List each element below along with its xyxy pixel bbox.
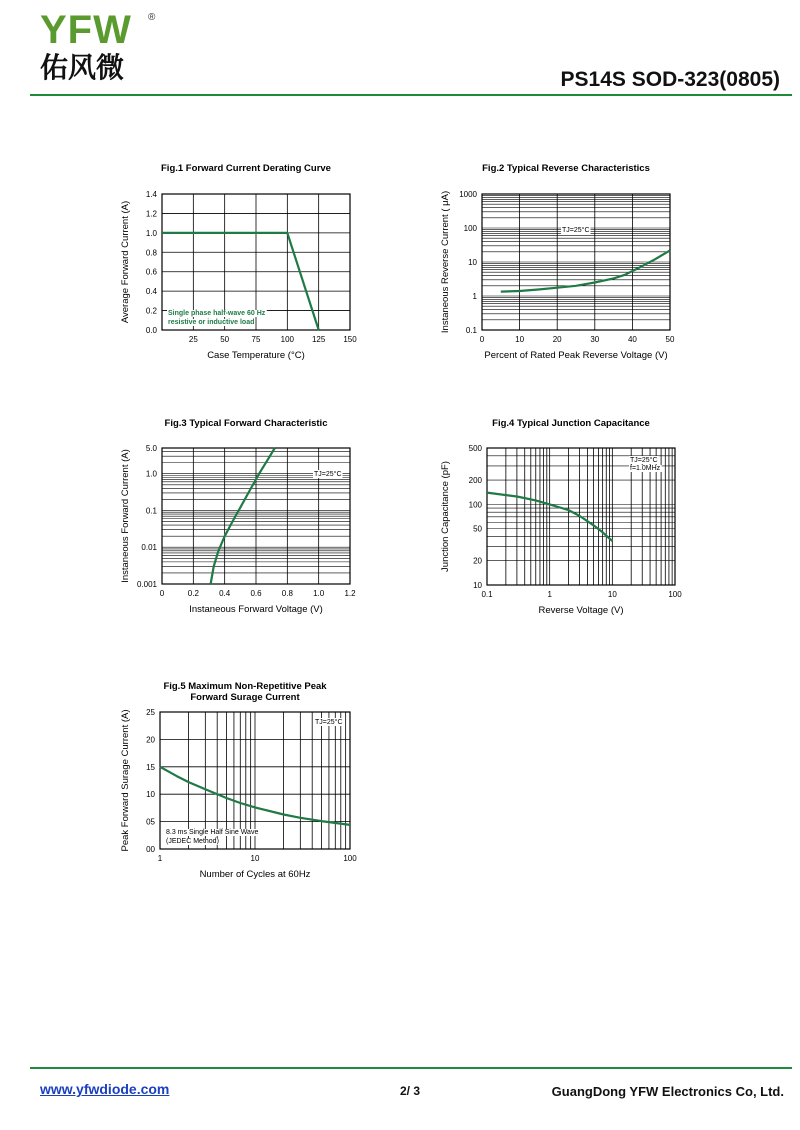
x-tick-label: 0.6 [250,589,262,598]
x-tick-label: 10 [607,590,617,599]
logo-chinese: 佑风微 [40,51,125,84]
chart-annotation: Single phase half-wave 60 Hz [168,310,266,317]
x-tick-label: 150 [343,335,357,344]
x-tick-label: 10 [250,854,260,863]
chart-annotation: TJ=25°C [562,227,590,234]
x-tick-label: 0.8 [281,589,293,598]
footer-rule [30,1067,792,1069]
x-tick-label: 25 [188,335,198,344]
y-tick-label: 00 [146,845,155,854]
chart-annotation: 8.3 ms Single Half Sine Wave [166,829,259,836]
company-name: GuangDong YFW Electronics Co, Ltd. [551,1084,784,1099]
logo-letters: YFW [40,8,132,52]
page-title: PS14S SOD-323(0805) [560,68,780,91]
x-axis-label: Number of Cycles at 60Hz [199,869,311,880]
y-tick-label: 500 [468,444,482,453]
chart-annotation: f=1.0MHz [630,465,661,472]
x-tick-label: 30 [590,335,600,344]
chart-annotation: TJ=25°C [630,457,658,464]
y-tick-label: 1.4 [145,190,157,199]
y-tick-label: 0.001 [136,580,157,589]
y-tick-label: 200 [468,476,482,486]
y-tick-label: 0.0 [145,326,157,335]
registered-mark: ® [148,12,156,23]
x-tick-label: 100 [668,590,682,599]
y-tick-label: 1.0 [145,228,157,238]
y-tick-label: 20 [146,735,155,745]
x-tick-label: 0.4 [219,589,231,598]
x-tick-label: 1.0 [313,589,325,598]
x-tick-label: 0.1 [481,590,493,599]
y-tick-label: 0.2 [145,306,157,316]
website-link[interactable]: www.yfwdiode.com [40,1081,170,1097]
y-axis-label: Average Forward Current (A) [120,200,131,324]
x-tick-label: 75 [251,335,261,344]
chart-annotation: TJ=25°C [315,719,343,726]
chart-annotation: (JEDEC Method) [166,838,219,845]
chart-title: Fig.4 Typical Junction Capacitance [492,418,650,429]
x-tick-label: 0 [479,335,485,344]
page-number: 2/ 3 [400,1084,421,1098]
y-tick-label: 0.8 [145,248,157,258]
y-tick-label: 25 [146,708,155,717]
y-axis-label: Junction Capacitance (pF) [440,461,451,572]
x-tick-label: 10 [515,335,525,344]
chart-fig5 [100,672,400,892]
company-logo [40,10,170,90]
chart-fig1 [100,155,400,375]
chart-title: Fig.1 Forward Current Derating Curve [161,163,331,174]
chart-fig2 [420,155,720,375]
y-tick-label: 1.2 [145,209,157,219]
y-tick-label: 5.0 [145,444,157,453]
x-tick-label: 1.2 [344,589,356,598]
x-axis-label: Reverse Voltage (V) [538,605,624,616]
y-tick-label: 10 [473,581,482,590]
y-tick-label: 100 [468,500,482,510]
y-tick-label: 15 [146,762,155,772]
y-axis-label: Instaneous Forward Current (A) [120,449,131,583]
chart-fig3 [100,410,400,630]
x-tick-label: 1 [157,854,163,863]
x-tick-label: 50 [665,335,675,344]
chart-fig4 [420,410,720,630]
y-tick-label: 0.01 [141,543,157,553]
y-tick-label: 1 [472,292,477,301]
x-axis-label: Case Temperature (°C) [207,350,305,361]
y-axis-label: Instaneous Reverse Current ( μA) [440,190,451,334]
chart-subtitle: Forward Surage Current [190,692,300,703]
y-tick-label: 0.1 [145,506,157,516]
y-tick-label: 05 [146,817,155,827]
y-tick-label: 20 [473,556,482,566]
y-tick-label: 100 [463,224,477,233]
y-tick-label: 10 [146,790,155,800]
x-tick-label: 0.2 [187,589,199,598]
x-tick-label: 40 [627,335,637,344]
plot-grid [162,448,350,584]
y-tick-label: 10 [468,258,477,267]
y-tick-label: 0.4 [145,287,157,297]
x-tick-label: 1 [547,590,552,599]
x-tick-label: 50 [220,335,230,344]
chart-title: Fig.2 Typical Reverse Characteristics [482,163,650,174]
x-axis-label: Instaneous Forward Voltage (V) [189,604,323,615]
x-tick-label: 100 [343,854,357,863]
series-line [501,250,670,291]
plot-grid [482,194,670,330]
y-tick-label: 50 [473,524,482,534]
x-tick-label: 20 [552,335,562,344]
chart-title: Fig.5 Maximum Non-Repetitive Peak [163,681,327,692]
y-tick-label: 0.1 [465,326,477,335]
y-axis-label: Peak Forward Surage Current (A) [120,709,131,852]
x-axis-label: Percent of Rated Peak Reverse Voltage (V) [484,350,668,361]
header-rule [30,94,792,96]
y-tick-label: 0.6 [145,267,157,277]
chart-annotation: TJ=25°C [314,471,342,478]
chart-title: Fig.3 Typical Forward Characteristic [164,418,328,429]
x-tick-label: 0 [159,589,165,598]
y-tick-label: 1.0 [145,469,157,479]
y-tick-label: 1000 [459,190,477,199]
x-tick-label: 100 [280,335,295,344]
chart-annotation: resistive or inductive load [168,319,255,326]
x-tick-label: 125 [311,335,326,344]
